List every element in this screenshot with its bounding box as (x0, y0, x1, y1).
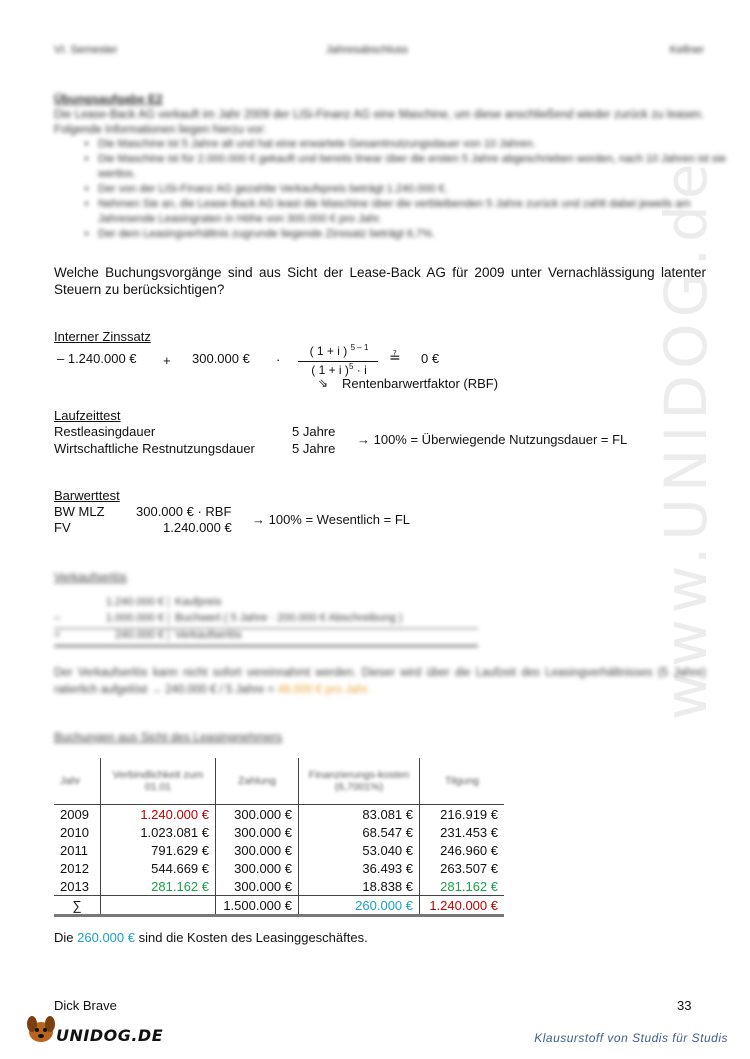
interest-heading: Interner Zinssatz (54, 329, 151, 344)
interest-result: 0 € (421, 351, 440, 366)
cell-liability: 544.669 € (101, 859, 216, 877)
header-semester: VI. Semester (54, 44, 118, 56)
header-subject: Jahresabschluss (326, 44, 408, 56)
cell-financing: 68.547 € (299, 823, 420, 841)
interest-term1: – 1.240.000 € (57, 351, 137, 366)
cell-amortization: 246.960 € (420, 841, 505, 859)
laufzeit-conclusion: → 100% = Überwiegende Nutzungsdauer = FL (357, 432, 628, 447)
footer-author: Dick Brave (54, 998, 117, 1013)
cell-liability: 1.240.000 € (101, 805, 216, 824)
logo-text: UNIDOG.DE (56, 1026, 164, 1045)
footer-slogan: Klausurstoff von Studis für Studis (534, 1031, 728, 1045)
cell-liability: 791.629 € (101, 841, 216, 859)
verkauf-row: – 1.000.000 € Buchwert ( 5 Jahre · 200.000 € Abschreibung ) (54, 612, 478, 629)
laufzeit-row2-value: 5 Jahre (292, 441, 336, 456)
col-header-payment: Zahlung (216, 758, 299, 805)
barwert-row2-value: 1.240.000 € (163, 520, 232, 532)
verkauf-calc (54, 596, 478, 647)
table-row (54, 805, 504, 824)
laufzeit-row2-label: Wirtschaftliche Restnutzungsdauer (54, 441, 255, 456)
interest-dot: · (276, 352, 281, 367)
cell-year: 2011 (60, 842, 88, 858)
table-row (54, 841, 504, 859)
cell-liability: 1.023.081 € (101, 823, 216, 841)
verkauf-heading: Verkaufserlös (54, 570, 127, 584)
col-header-liability: Verbindlichkeit zum 01.01 (101, 758, 216, 805)
verkauf-note: Der Verkaufserlös kann nicht sofort vereinnahmt werden. Dieser wird über die Laufzeit des Leasingverhältnisses (5 Jahre) ratierlich aufgelöst → 240.000 € / 5 Jahre = 48.000 € pro Jahr. (54, 667, 706, 696)
barwert-heading: Barwerttest (54, 488, 120, 503)
table-row (54, 877, 504, 896)
cell-financing: 18.838 € (299, 877, 420, 896)
cell-year: 2009 (60, 806, 89, 822)
lease-table (54, 758, 504, 917)
watermark: www.UNIDOG.de (652, 157, 720, 720)
laufzeit-row1-label: Restleasingdauer (54, 424, 156, 439)
header-author: Kellner (669, 44, 704, 56)
fraction-denominator: ( 1 + i )$^5$ · i (311, 362, 367, 377)
page-header (54, 44, 704, 60)
list-item: • Die Maschine ist 5 Jahre alt und hat eine erwartete Gesamtnutzungsdauer von 10 Jahren. (98, 137, 728, 152)
cell-payment: 300.000 € (216, 823, 299, 841)
rbf-label: Rentenbarwertfaktor (RBF) (342, 376, 499, 391)
cell-year: 2010 (60, 824, 89, 840)
table-sum-row (54, 896, 504, 916)
table-row (54, 859, 504, 877)
barwert-conclusion: → 100% = Wesentlich = FL (252, 512, 411, 527)
exercise-list (76, 137, 728, 242)
barwert-row2-label: FV (54, 520, 71, 532)
sum-payment: 1.500.000 € (216, 896, 299, 916)
cell-year: 2013 (60, 878, 89, 894)
dog-icon (24, 1012, 58, 1046)
cell-financing: 83.081 € (299, 805, 420, 824)
list-item: • Der dem Leasingverhältnis zugrunde liegende Zinssatz beträgt 6,7%. (98, 227, 728, 242)
barwert-row1-label: BW MLZ (54, 504, 105, 519)
barwert-row1-value: 300.000 € · RBF (136, 504, 232, 519)
lease-conclusion: Die 260.000 € sind die Kosten des Leasinggeschäftes. (54, 930, 368, 945)
sum-financing: 260.000 € (299, 896, 420, 916)
list-item: • Der von der LiSi-Finanz AG gezahlte Verkaufspreis beträgt 1.240.000 €. (98, 182, 728, 197)
sum-symbol: ∑ (72, 897, 82, 913)
col-header-year: Jahr (60, 775, 81, 787)
cell-payment: 300.000 € (216, 859, 299, 877)
exercise-title: Übungsaufgabe E2 (54, 92, 163, 106)
cell-amortization: 263.507 € (420, 859, 505, 877)
col-header-amortization: Tilgung (420, 758, 505, 805)
equals-sign: ≟ (389, 349, 401, 365)
interest-plus: + (163, 353, 171, 368)
verkauf-row: = 240.000 € Verkaufserlös (54, 629, 478, 647)
cell-year: 2012 (60, 860, 89, 876)
laufzeit-heading: Laufzeittest (54, 408, 121, 423)
cell-financing: 53.040 € (299, 841, 420, 859)
unidog-logo (24, 1012, 164, 1048)
exercise-intro: Die Lease-Back AG verkauft im Jahr 2009 der LiSi-Finanz AG eine Maschine, um diese anschließend wieder zurück zu leasen. Folgende Informationen liegen hierzu vor: (54, 109, 704, 136)
sum-amortization: 1.240.000 € (420, 896, 505, 916)
verkauf-row: 1.240.000 € Kaufpreis (105, 596, 222, 608)
cell-payment: 300.000 € (216, 877, 299, 896)
question: Welche Buchungsvorgänge sind aus Sicht der Lease-Back AG für 2009 unter Vernachlässigung latenter Steuern zu berücksichtigen? (54, 265, 706, 297)
page-number: 33 (677, 998, 692, 1013)
cell-amortization: 216.919 € (420, 805, 505, 824)
list-item: • Nehmen Sie an, die Lease-Back AG least die Maschine über die verbleibenden 5 Jahre zurück und zahlt dabei jeweils am Jahresende Leasingraten in Höhe von 300.000 € pro Jahr. (98, 197, 728, 227)
laufzeit-row1-value: 5 Jahre (292, 424, 336, 439)
cell-payment: 300.000 € (216, 841, 299, 859)
cell-amortization: 231.453 € (420, 823, 505, 841)
cell-payment: 300.000 € (216, 805, 299, 824)
arrow-icon: ⇘ (318, 376, 329, 390)
cell-liability (101, 896, 216, 916)
cell-amortization: 281.162 € (420, 877, 505, 896)
cell-liability: 281.162 € (101, 877, 216, 896)
list-item: • Die Maschine ist für 2.000.000 € gekauft und bereits linear über die ersten 5 Jahre abgeschrieben worden, nach 10 Jahren ist sie wertlos. (98, 152, 728, 182)
table-row (54, 823, 504, 841)
col-header-financing: Finanzierungs-kosten (6,7001%) (299, 758, 420, 805)
cell-financing: 36.493 € (299, 859, 420, 877)
buchungen-heading: Buchungen aus Sicht des Leasingnehmers (54, 730, 283, 744)
interest-term2: 300.000 € (192, 351, 250, 366)
table-header-row (54, 758, 504, 805)
fraction-numerator: ( 1 + i ) $^{5 - 1}$ (309, 343, 369, 358)
